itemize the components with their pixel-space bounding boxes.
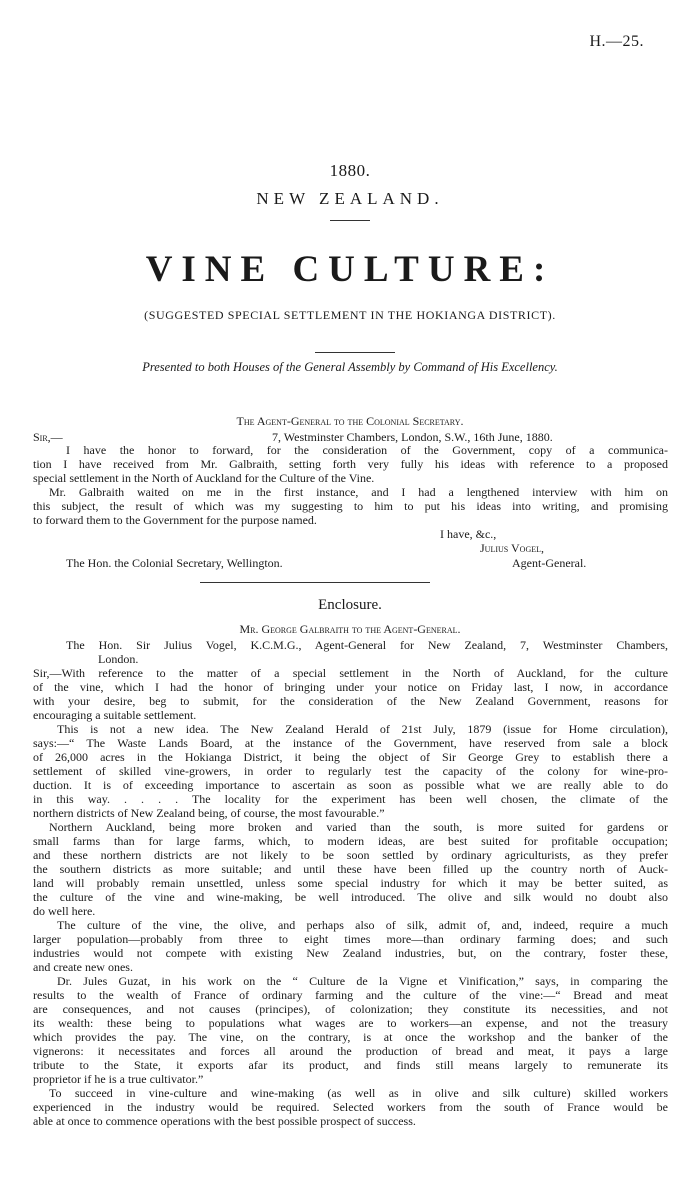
enclosure-line: Dr. Jules Guzat, in his work on the “ Culture de la Vigne et Vinification,” says, in comparing the [57, 974, 668, 988]
enclosure-line: the culture of the vine and wine-making, be well introduced. The olive and silk would no doubt also [33, 890, 668, 904]
enclosure-line: land will probably remain unsettled, unless some special industry for which it may be better suited, as [33, 876, 668, 890]
enclosure-line: says:—“ The Waste Lands Board, at the instance of the Government, have reserved from sale a block [33, 736, 668, 750]
document-subtitle: (SUGGESTED SPECIAL SETTLEMENT IN THE HOKIANGA DISTRICT). [144, 308, 556, 322]
enclosure-line: industries would not compete with existing New Zealand industries, but, on the contrary, foster these, [33, 946, 668, 960]
enclosure-line: and these northern districts are not likely to be soon settled by ordinary agriculturists, as they prefer [33, 848, 668, 862]
enclosure-line: results to the wealth of France of ordinary farming and the culture of the vine:—“ Bread and meat [33, 988, 668, 1002]
letter-addressee: The Hon. the Colonial Secretary, Wellington. [66, 556, 283, 570]
divider-presented [315, 352, 395, 353]
letter-sign-title: Agent-General. [512, 556, 587, 570]
enclosure-line: encouraging a suitable settlement. [33, 708, 197, 722]
letter-line: Mr. Galbraith waited on me in the first instance, and I had a lengthened interview with him on [49, 485, 668, 499]
divider-short [330, 220, 370, 221]
enclosure-heading: Mr. George Galbraith to the Agent-General. [239, 622, 461, 636]
page-reference: H.—25. [589, 33, 644, 50]
enclosure-line: are consequences, and not causes (principes), of colonization; they constitute its necessities, and not [33, 1002, 668, 1016]
enclosure-line: To succeed in vine-culture and wine-making (as well as in olive and silk culture) skilled workers [49, 1086, 668, 1100]
enclosure-line: proprietor if he is a true cultivator.” [33, 1072, 204, 1086]
enclosure-line: the southern districts as more suitable; and until these have been filled up the country north of Auck- [33, 862, 668, 876]
letter-line: tion I have received from Mr. Galbraith, setting forth very fully his ideas with reference to a proposed [33, 457, 668, 471]
enclosure-address: The Hon. Sir Julius Vogel, K.C.M.G., Agent-General for New Zealand, 7, Westminster Chambers, [66, 638, 668, 652]
salutation: Sir,— [33, 430, 63, 444]
enclosure-line: its wealth: these being to populations what wages are to workers—an expense, and not the treasury [33, 1016, 668, 1030]
letter-line: this subject, the result of which was my suggesting to him to put his ideas into writing, and promising [33, 499, 668, 513]
enclosure-line: duction. It is of exceeding importance to ascertain as soon as possible what we are really able to do [33, 778, 668, 792]
enclosure-line: able at once to commence operations with the best possible prospect of success. [33, 1114, 416, 1128]
presented-line: Presented to both Houses of the General Assembly by Command of His Excellency. [142, 360, 558, 374]
enclosure-line: This is not a new idea. The New Zealand Herald of 21st July, 1879 (issue for Home circulation), [57, 722, 668, 736]
enclosure-line: Sir,—With reference to the matter of a special settlement in the North of Auckland, for the culture [33, 666, 668, 680]
divider-section [200, 582, 430, 583]
letter-closing: I have, &c., [440, 527, 497, 541]
enclosure-title: Enclosure. [318, 597, 382, 613]
enclosure-line: Northern Auckland, being more broken and varied than the south, is more suited for gardens or [49, 820, 668, 834]
letter-line: I have the honor to forward, for the consideration of the Government, copy of a communica- [66, 443, 668, 457]
enclosure-line: which provides the pay. The vine, on the contrary, is at once the workshop and the banker of the [33, 1030, 668, 1044]
letter-line: to forward them to the Government for the purpose named. [33, 513, 317, 527]
enclosure-line: of the vine, which I had the honor of bringing under your notice on Friday last, I now, in accordance [33, 680, 668, 694]
enclosure-line: experienced in the industry would be required. Selected workers from the south of France would be [33, 1100, 668, 1114]
enclosure-line: tribute to the State, it exports afar its product, and finds still means largely to remunerate its [33, 1058, 668, 1072]
document-year: 1880. [329, 161, 371, 180]
document-title: VINE CULTURE: [145, 249, 555, 290]
enclosure-line: northern districts of New Zealand being, of course, the most favourable.” [33, 806, 385, 820]
enclosure-address: London. [98, 652, 139, 666]
letter-signature: Julius Vogel, [480, 541, 545, 555]
document-country: NEW ZEALAND. [256, 189, 444, 208]
enclosure-line: and create new ones. [33, 960, 133, 974]
letter-line: special settlement in the North of Auckland for the Culture of the Vine. [33, 471, 375, 485]
enclosure-line: in this way. . . . . The locality for the experiment has been well chosen, the climate of the [33, 792, 668, 806]
enclosure-line: vignerons: it necessitates and forces all around the production of bread and meat, it pays a large [33, 1044, 668, 1058]
letter-address: 7, Westminster Chambers, London, S.W., 16th June, 1880. [272, 430, 553, 444]
enclosure-line: of 26,000 acres in the Hokianga District, it being the object of Sir George Grey to establish there a [33, 750, 668, 764]
enclosure-line: The culture of the vine, the olive, and perhaps also of silk, admit of, and, indeed, require a much [57, 918, 668, 932]
enclosure-line: do well here. [33, 904, 96, 918]
enclosure-line: with your desire, beg to submit, for the consideration of the New Zealand Government, reasons for [33, 694, 668, 708]
enclosure-line: settlement of skilled vine-growers, in order to regularly test the capacity of the colony for wine-pro- [33, 764, 668, 778]
enclosure-line: larger population—probably from three to eight times more—than ordinary farming does; and such [33, 932, 668, 946]
letter-heading: The Agent-General to the Colonial Secretary. [236, 414, 464, 428]
enclosure-line: small farms than for large farms, which, to modern ideas, are best suited for profitable occupation; [33, 834, 668, 848]
